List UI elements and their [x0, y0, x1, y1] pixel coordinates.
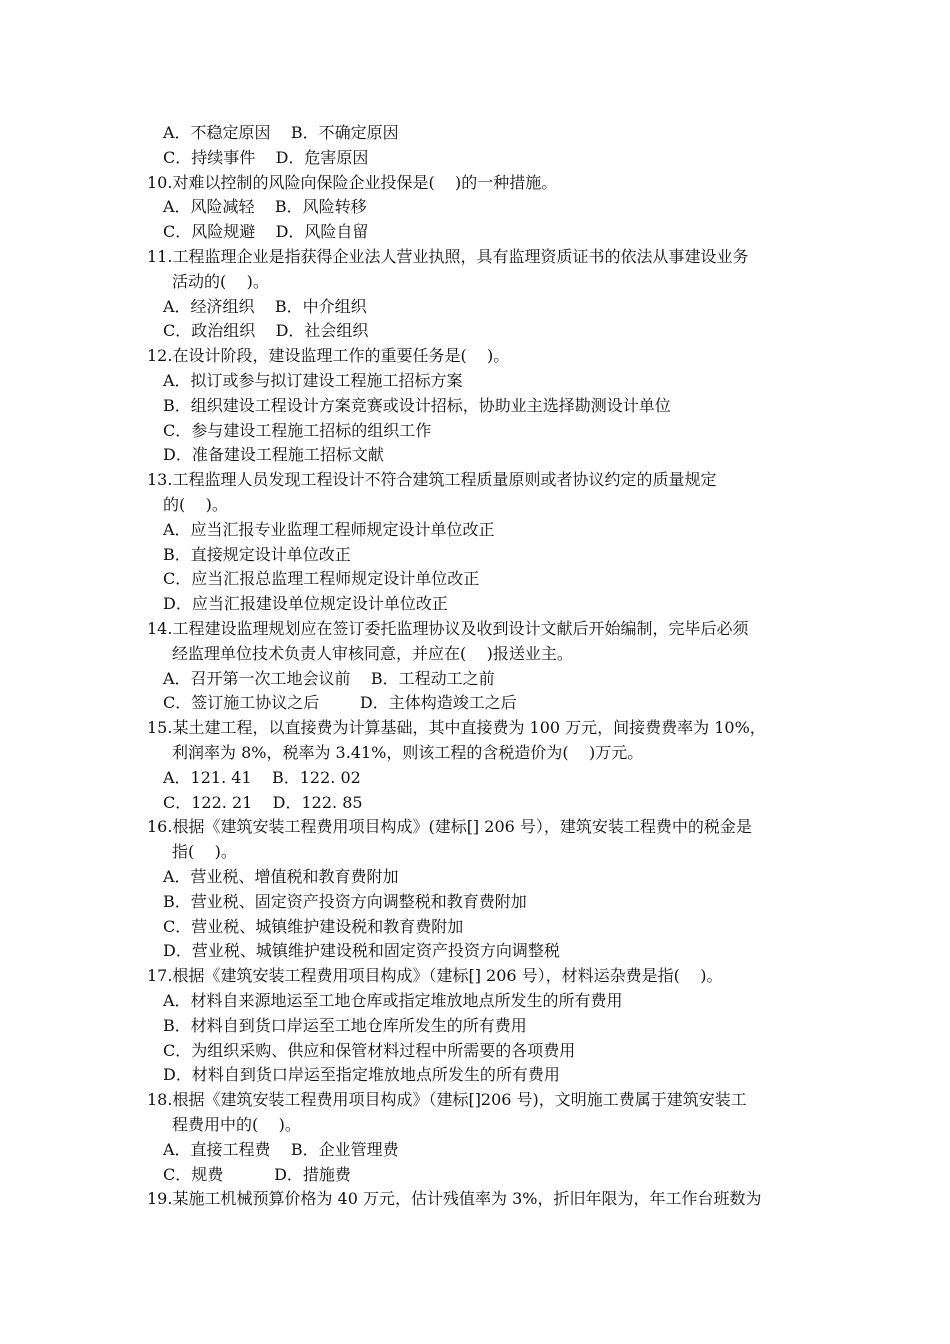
- question-line: 18.根据《建筑安装工程费用项目构成》（建标[]206 号)，文明施工费属于建筑安装工: [147, 1090, 747, 1110]
- question-line: 19.某施工机械预算价格为 40 万元，估计残值率为 3%，折旧年限为，年工作台班数为: [147, 1189, 762, 1209]
- option-line: C．规费 D．措施费: [163, 1164, 351, 1184]
- option-line: B．组织建设工程设计方案竞赛或设计招标，协助业主选择勘测设计单位: [163, 395, 671, 415]
- option-line: C．营业税、城镇维护建设税和教育费附加: [163, 916, 464, 936]
- question-line: 14.工程建设监理规划应在签订委托监理协议及收到设计文献后开始编制，完毕后必须: [147, 619, 749, 638]
- question-line: 11.工程监理企业是指获得企业法人营业执照，具有监理资质证书的依法从事建设业务: [147, 247, 749, 266]
- question-continuation: 经监理单位技术负责人审核同意，并应在( )报送业主。: [172, 643, 573, 663]
- option-line: D．材料自到货口岸运至指定堆放地点所发生的所有费用: [163, 1065, 560, 1085]
- option-line: C．为组织采购、供应和保管材料过程中所需要的各项费用: [163, 1040, 576, 1060]
- option-line: D．营业税、城镇维护建设税和固定资产投资方向调整税: [163, 941, 560, 961]
- option-line: C．持续事件 D．危害原因: [163, 147, 369, 167]
- option-line: D．准备建设工程施工招标文献: [163, 445, 384, 465]
- option-line: C．政治组织 D．社会组织: [163, 321, 369, 341]
- question-line: 15.某土建工程，以直接费为计算基础，其中直接费为 100 万元，间接费费率为 10%，: [147, 718, 766, 738]
- question-line: 12.在设计阶段，建设监理工作的重要任务是( )。: [147, 346, 510, 366]
- option-line: A．应当汇报专业监理工程师规定设计单位改正: [163, 519, 495, 539]
- question-line: 10.对难以控制的风险向保险企业投保是( )的一种措施。: [147, 172, 558, 192]
- option-line: B．材料自到货口岸运至工地仓库所发生的所有费用: [163, 1015, 527, 1035]
- option-line: A．材料自来源地运至工地仓库或指定堆放地点所发生的所有费用: [163, 991, 623, 1010]
- question-line: 16.根据《建筑安装工程费用项目构成》(建标[] 206 号），建筑安装工程费中的税金是: [147, 817, 752, 837]
- question-line: 13.工程监理人员发现工程设计不符合建筑工程质量原则或者协议约定的质量规定: [147, 470, 717, 490]
- option-line: C．签订施工协议之后 D．主体构造竣工之后: [163, 693, 517, 713]
- option-line: B．直接规定设计单位改正: [163, 544, 351, 564]
- question-continuation: 程费用中的( )。: [172, 1115, 301, 1134]
- option-line: A．经济组织 B．中介组织: [163, 296, 367, 316]
- option-line: C．参与建设工程施工招标的组织工作: [163, 420, 432, 440]
- option-line: B．营业税、固定资产投资方向调整税和教育费附加: [163, 891, 527, 911]
- question-continuation: 利润率为 8%，税率为 3.41%，则该工程的含税造价为( )万元。: [172, 743, 644, 762]
- question-line: 17.根据《建筑安装工程费用项目构成》（建标[] 206 号），材料运杂费是指( )。: [147, 966, 723, 986]
- question-continuation: 活动的( )。: [172, 271, 269, 291]
- option-line: D．应当汇报建设单位规定设计单位改正: [163, 594, 448, 614]
- question-continuation: 的( )。: [163, 495, 228, 514]
- option-line: C．风险规避 D．风险自留: [163, 222, 369, 242]
- question-continuation: 指( )。: [172, 842, 237, 862]
- option-line: A．召开第一次工地会议前 B．工程动工之前: [163, 668, 495, 688]
- option-line: A．营业税、增值税和教育费附加: [163, 867, 399, 886]
- option-line: A．拟订或参与拟订建设工程施工招标方案: [163, 371, 463, 390]
- option-line: A．直接工程费 B．企业管理费: [163, 1139, 399, 1159]
- option-line: A．不稳定原因 B．不确定原因: [163, 123, 399, 142]
- option-line: A．风险减轻 B．风险转移: [163, 197, 367, 217]
- option-line: A．121. 41 B．122. 02: [163, 767, 361, 787]
- option-line: C．应当汇报总监理工程师规定设计单位改正: [163, 569, 480, 589]
- option-line: C．122. 21 D．122. 85: [163, 792, 363, 812]
